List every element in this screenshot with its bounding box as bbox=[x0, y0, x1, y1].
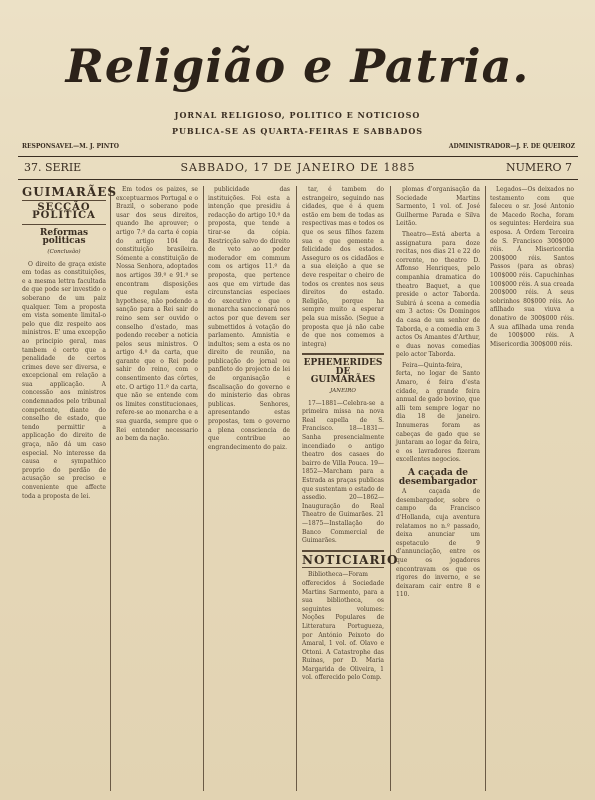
administrator: ADMINISTRADOR—J. F. DE QUEIROZ bbox=[448, 143, 575, 150]
article-note: (Conclusão) bbox=[47, 248, 81, 255]
issue-number: NUMERO 7 bbox=[506, 161, 572, 174]
column-4 bbox=[302, 186, 399, 791]
divider bbox=[22, 224, 106, 225]
theatre-body: Theatro—Está aberta a assignatura para doze recitas, nos dias 21 e 22 do corrente, no theatro D. Affonso Henriques, pelo companhia dramatica do theatro Baquet, a que preside o actor Taborda. Subirá á scena a comedia em 3 actos: Os Domingos da casa de um senhor de Taborda, e a comedia em 3 actos Os Amantes d'Arthur, e duas novas comedias pelo actor Taborda. bbox=[396, 230, 480, 359]
ephemerides-body: 17—1881—Celebra-se a primeira missa na nova Real capella de S. Francisco. 18—1831—Sanha presencialmente incendiado o antigo theatro dos casaes do bairro de Villa Pouca. 19—1852—Marcham para a Estrada as praças publicas que sustentam o estado de assedio. 20—1862—Inauguração do Real Theatro de Guimarães. 21—1875—Installação do Banco Commercial de Guimarães. bbox=[302, 399, 384, 545]
article-body: publicidade das instituições. Foi esta a intenção que presidiu á redacção do artigo 10.º da proposta, que tende a tirar-se da cópia. Restricção salvo do direito de veto ao poder moderador em commum com os artigos 11.º da proposta, que pertence aos que em virtude das circunstancias especiaes do executivo e que o monarcha sanccionará nos actos por que devem ser submettidos á votação do parlamento. Amnistia e indultos; sem a esta os no direito de reunião, na publicação do jornal ou panfleto do projecto de lei de organisação e fiscalisação do governo e do ministerio das obras publicas. Senhores, apresentando estas propostas, tem o governo a plena consciencia de que contribue ao engrandecimento do paiz. bbox=[208, 186, 290, 451]
article-title: Reformas politicas bbox=[39, 227, 89, 247]
column-5 bbox=[396, 186, 480, 791]
article-body: O direito de graça existe em todas as constituições, e a mesma lettra facultada de que pode ser investido o soberano de um paiz qualquer. Tem a proposta em vista somente limital-o pelo que diz respeito aos ministros. E' uma excepção ao principio geral, mas tambem é certo que a penalidade de certos crimes deve ser diversa, e excepcional em relação a sua applicação. A concessão aos ministros condemnados pelo tribunal competente, diante do conselho de estado, que tendo permittir a applicação do direito de graça, não dá um caso especial. No interesse da causa e sympathico proprio do perdão de acusação se preciso e conveniente que affecte toda a proposta de lei. bbox=[22, 260, 106, 500]
column-1 bbox=[22, 185, 118, 791]
column-rule bbox=[390, 186, 391, 791]
dateline-bar bbox=[18, 156, 578, 180]
divider bbox=[22, 200, 106, 201]
publication-days: PUBLICA-SE AS QUARTA-FEIRAS E SABBADOS bbox=[171, 126, 424, 136]
article-body: plomas d'organisação da Sociedade Martins Sarmento, 1 vol. of. José Guilherme Parada e Silva Leitão. bbox=[396, 186, 480, 228]
ephemerides-month: JANEIRO bbox=[330, 388, 356, 395]
column-rule bbox=[203, 186, 204, 791]
column-3 bbox=[208, 186, 290, 791]
column-rule bbox=[110, 186, 111, 791]
ephemerides-title: EPHEMERIDES DE GUIMARÃES bbox=[303, 358, 383, 386]
news-heading: NOTICIARIO bbox=[302, 552, 399, 567]
section-heading: SECÇÃO POLITICA bbox=[32, 201, 96, 222]
news-body: Bibliotheca—Foram offerecidos á Sociedade Martins Sarmento, para a sua bibliotheca, os seguintes volumes: Noções Populares de Litteratura Portugueza, por António Peixoto do Amaral, 1 vol. of. Olavo e Ottoni. A Catastrophe das Ruinas, por D. Maria Margarida de Oliveira, 1 vol. offerecido pelo Comp. bbox=[302, 571, 384, 682]
newspaper-subtitle: JORNAL RELIGIOSO, POLITICO E NOTICIOSO bbox=[174, 110, 421, 120]
divider bbox=[302, 567, 384, 568]
place-heading: GUIMARÃES bbox=[22, 185, 118, 199]
column-6 bbox=[490, 186, 574, 791]
hunt-body: A caçada de desembargador, sobre o campo da Francisco d'Hollanda, cuja aventura relatamos no n.º passado, deixa anunciar um espetaculo de 9 d'annunciação, entre os que os jogadores encontravam os que os rigores do inverno, e se deixaram cair entre 8 e 110. bbox=[396, 488, 480, 599]
fair-body: Feira—Quinta-feira, ferta, no logar de Santo Amaro, é feira d'esta cidade, a grande feira annual de gado bovino, que alli tem sempre logar no dia 18 de janeiro. Innumeras foram as cabeças de gado que se juntaram ao logar da feira, e os lavradores fizeram excellentes negocios. bbox=[396, 361, 480, 464]
hunt-title: A caçada de desembargador bbox=[398, 468, 478, 487]
legacies-body: Legados—Os deixados no testamento com que faleceu o sr. José Antonio de Macedo Rocha, foram os seguintes: Herdeira sua esposa. A Ordem Terceira de S. Francisco 300$000 réis. Á Misericordia 200$000 réis. Santos Passos (para as obras) 100$000 réis. Capuchinhas 100$000 réis. A sua creada 200$000 réis. A seus sobrinhos 80$000 réis. Ao afilhado sua viuva a donativo de 300$000 réis. A sua afilhada uma renda de 100$000 réis. A Misericordia 300$000 réis. bbox=[490, 186, 574, 348]
article-body: Em todos os paizes, se exceptuarmos Portugal e o Brazil, o soberano pode usar dos seus direitos, quando lhe aprouver; o artigo 7.º da carta é copia do artigo 104 da constituição brasileira. Sómente a constituição de Nossa Senhora, adoptados nos artigos 39.º e 91.º se encontram disposições que regulam esta hypothese, não podendo a sanção para a Rei sair do reino sem ser ouvido o conselho d'estado, mas podendo receber a noticia pelos seus ministros. O artigo 4.º da carta, que garante que o Rei pode sahir do reino, com o consentimento das côrtes, etc. O artigo 11.º da carta, que não se entende com os limites constitucionaes, refere-se ao monarcha e a sua guarda, sempre que o Rei entender necessario ao bem da nação. bbox=[116, 186, 198, 443]
divider bbox=[302, 353, 384, 355]
series-label: 37. SERIE bbox=[24, 161, 82, 174]
newspaper-title: Religião e Patria. bbox=[65, 39, 530, 93]
column-2 bbox=[116, 186, 198, 791]
article-body: tar, é tambem do estrangeiro, seguindo nas cidades, que é á quem estão em bem de todas as respectivas mas e todos os que os seus filhos fazem sua e que gemente a felicidade dos estados. Asseguro os os cidadãos e a sua eleição a que se deve respeitar o cheiro de todos os crentes nos seus direitos do estado. Religião, porque ha sempre muito a esperar pela sua missão. (Segue a proposta que já não cabe de que nos comemos a integra) bbox=[302, 186, 384, 348]
divider bbox=[302, 550, 384, 552]
column-rule bbox=[296, 186, 297, 791]
issue-date: SABBADO, 17 DE JANEIRO DE 1885 bbox=[180, 161, 416, 174]
responsible-editor: RESPONSAVEL—M. J. PINTO bbox=[22, 143, 119, 150]
column-rule bbox=[485, 186, 486, 791]
